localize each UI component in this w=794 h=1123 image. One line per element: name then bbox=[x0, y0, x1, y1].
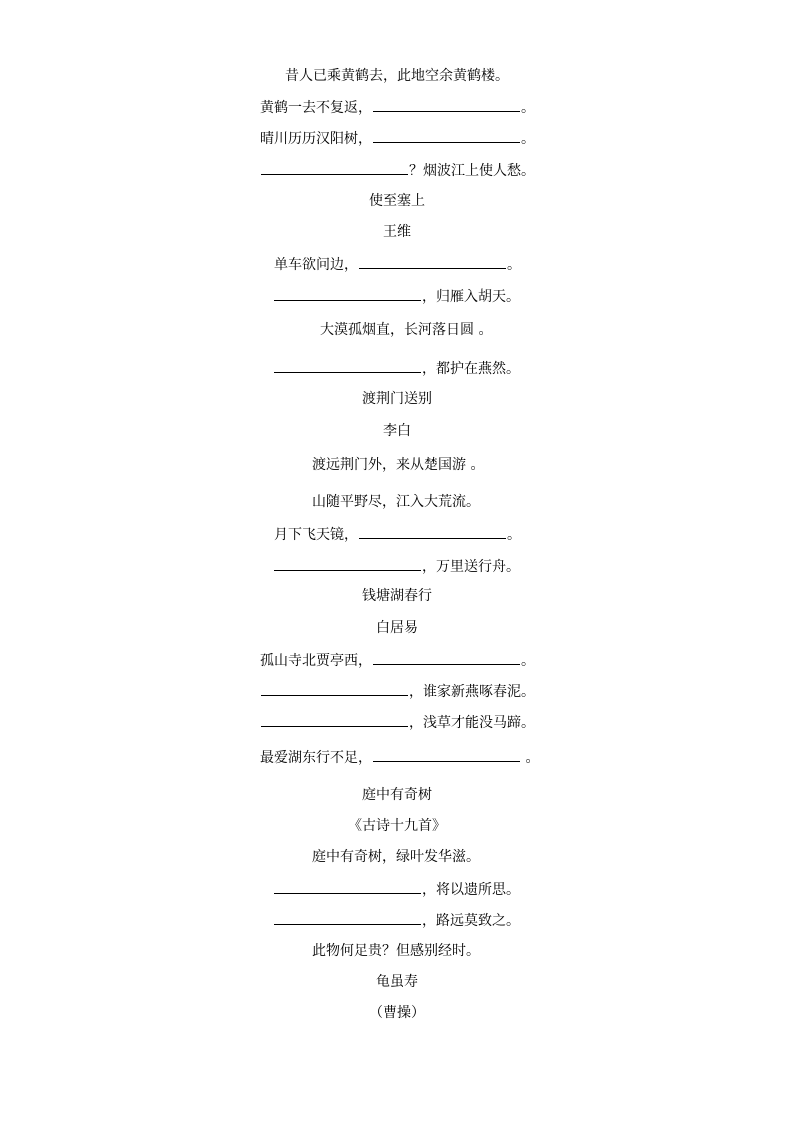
poem-line bbox=[312, 455, 484, 475]
fill-blank[interactable] bbox=[274, 879, 421, 894]
poem-author: （曹操） bbox=[369, 1005, 425, 1021]
poem-author: 《古诗十九首》 bbox=[348, 818, 446, 834]
verse-text: 庭中有奇树，绿叶发华滋。 bbox=[312, 849, 480, 865]
poem-line bbox=[273, 556, 520, 577]
poem-line bbox=[260, 650, 535, 671]
fill-blank[interactable] bbox=[261, 681, 408, 696]
poem-line bbox=[285, 66, 509, 86]
verse-text: ，将以遗所思。 bbox=[422, 882, 520, 898]
verse-text: ，归雁入胡天。 bbox=[422, 289, 520, 305]
verse-text: 黄鹤一去不复返， bbox=[260, 100, 372, 116]
verse-text: 渡远荆门外，来从楚国游 。 bbox=[312, 457, 485, 473]
poem-line bbox=[312, 847, 480, 867]
poem-line bbox=[260, 681, 535, 702]
verse-text: 昔人已乘黄鹤去，此地空余黄鹤楼。 bbox=[285, 68, 509, 84]
poem-author: 王维 bbox=[383, 224, 411, 240]
poem-line bbox=[273, 910, 520, 931]
poem-line bbox=[260, 97, 535, 118]
poem-title: 钱塘湖春行 bbox=[362, 588, 432, 604]
verse-text: ，都护在燕然。 bbox=[422, 361, 520, 377]
fill-blank[interactable] bbox=[373, 650, 520, 665]
poem-title: 使至塞上 bbox=[369, 193, 425, 209]
fill-blank[interactable] bbox=[261, 160, 408, 175]
verse-text: 晴川历历汉阳树， bbox=[260, 131, 372, 147]
poem-line bbox=[273, 286, 520, 307]
poem-author: 李白 bbox=[383, 423, 411, 439]
verse-text: ，万里送行舟。 bbox=[422, 559, 520, 575]
verse-text: 。 bbox=[507, 257, 521, 273]
fill-blank[interactable] bbox=[373, 747, 520, 762]
fill-blank[interactable] bbox=[373, 128, 520, 143]
fill-blank[interactable] bbox=[373, 97, 520, 112]
poem-line bbox=[260, 160, 535, 181]
poem-line bbox=[260, 712, 535, 733]
poem-line bbox=[260, 128, 535, 149]
verse-text: ，路远莫致之。 bbox=[422, 913, 520, 929]
verse-text: 孤山寺北贾亭西， bbox=[260, 653, 372, 669]
poem-line bbox=[273, 358, 520, 379]
poem-title: 龟虽寿 bbox=[376, 974, 418, 990]
poem-line bbox=[274, 254, 521, 275]
poem-title: 庭中有奇树 bbox=[362, 787, 432, 803]
verse-text: 。 bbox=[521, 100, 535, 116]
fill-blank[interactable] bbox=[274, 556, 421, 571]
verse-text: ，谁家新燕啄春泥。 bbox=[409, 684, 535, 700]
verse-text: 最爱湖东行不足， bbox=[260, 750, 372, 766]
poem-line bbox=[274, 524, 521, 545]
verse-text: ，浅草才能没马蹄。 bbox=[409, 715, 535, 731]
poem-line bbox=[273, 879, 520, 900]
poem-line bbox=[312, 492, 480, 512]
fill-blank[interactable] bbox=[274, 910, 421, 925]
verse-text: 。 bbox=[521, 653, 535, 669]
verse-text: 。 bbox=[521, 131, 535, 147]
fill-blank[interactable] bbox=[261, 712, 408, 727]
verse-text: 单车欲问边， bbox=[274, 257, 358, 273]
poem-line bbox=[320, 320, 492, 340]
fill-blank[interactable] bbox=[274, 358, 421, 373]
verse-text: 月下飞天镜， bbox=[274, 527, 358, 543]
poem-line bbox=[312, 941, 480, 961]
poem-title: 渡荆门送别 bbox=[362, 391, 432, 407]
verse-text: 此物何足贵？但感别经时。 bbox=[312, 943, 480, 959]
fill-blank[interactable] bbox=[359, 524, 506, 539]
verse-text: ？烟波江上使人愁。 bbox=[409, 163, 535, 179]
poem-author: 白居易 bbox=[376, 620, 418, 636]
poem-line bbox=[260, 747, 539, 768]
verse-text: 。 bbox=[507, 527, 521, 543]
fill-blank[interactable] bbox=[274, 286, 421, 301]
verse-text: 大漠孤烟直，长河落日圆 。 bbox=[320, 322, 493, 338]
verse-text: 。 bbox=[521, 750, 540, 766]
verse-text: 山随平野尽，江入大荒流。 bbox=[312, 494, 480, 510]
fill-blank[interactable] bbox=[359, 254, 506, 269]
